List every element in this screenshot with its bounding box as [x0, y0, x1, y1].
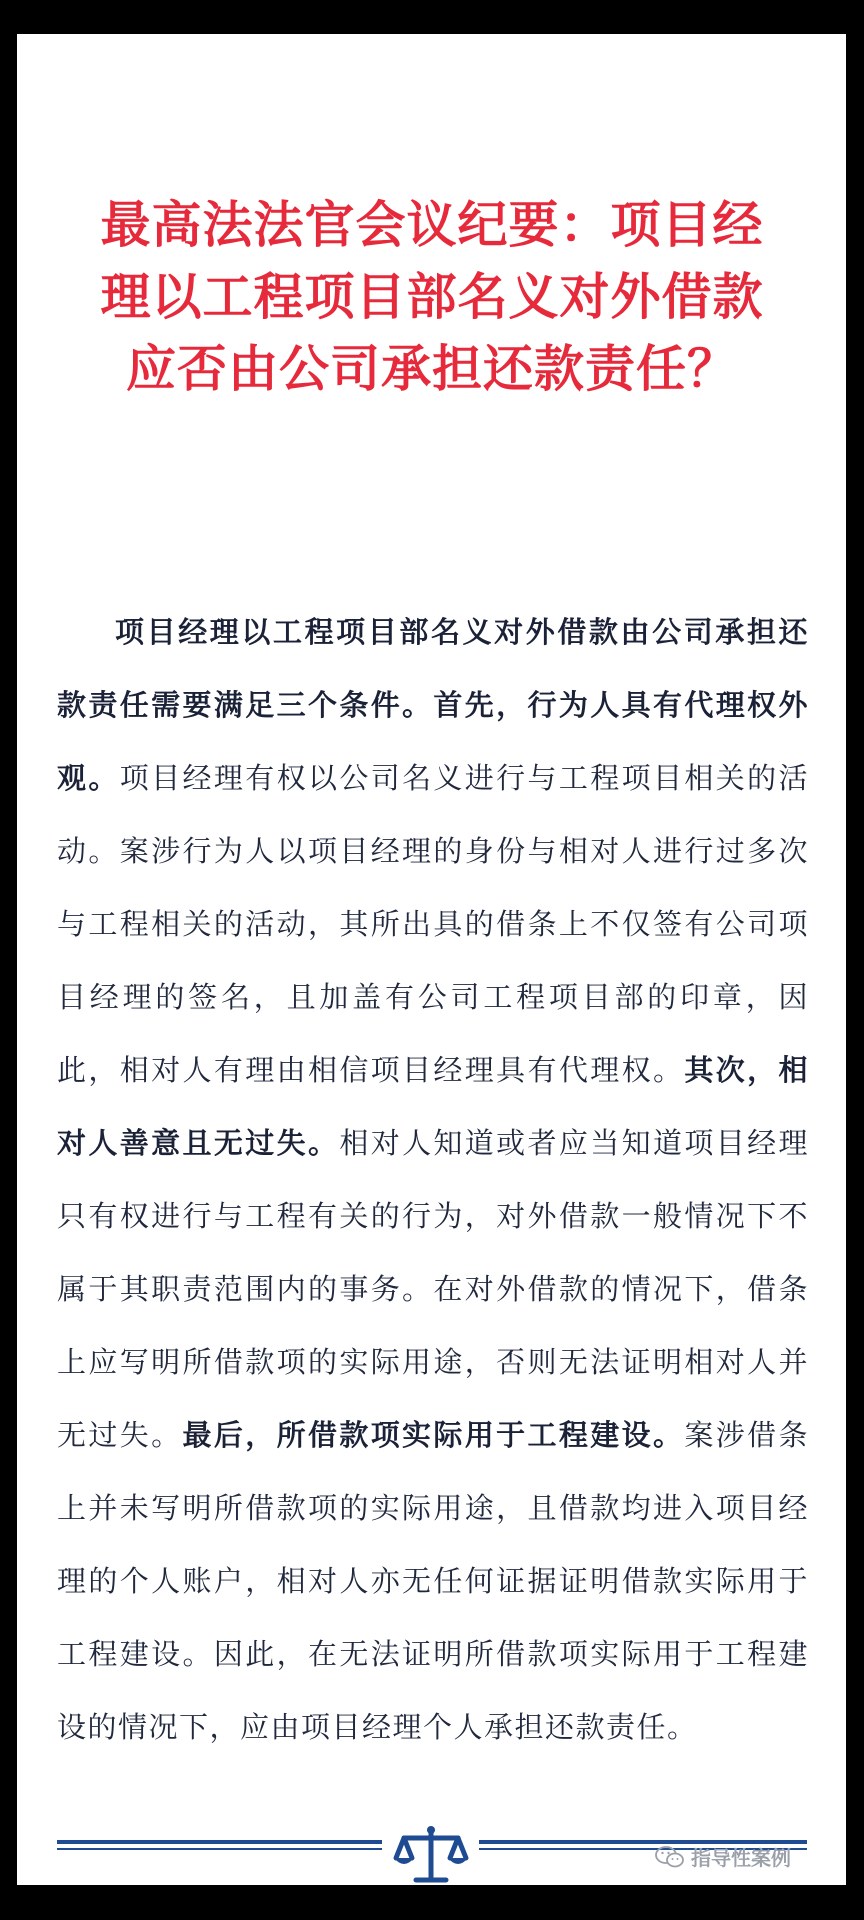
wechat-watermark — [655, 1842, 791, 1871]
scales-of-justice-icon — [392, 1824, 470, 1885]
article-card — [17, 34, 846, 1885]
watermark-text: 指导性案例 — [691, 1846, 791, 1870]
article-title: 最高法法官会议纪要：项目经理以工程项目部名义对外借款应否由公司承担还款责任？ — [100, 196, 764, 398]
footer-divider-left — [57, 1840, 382, 1844]
body-bold-last: 最后，所借款项实际用于工程建设。 — [182, 1418, 685, 1452]
body-text-2: 相对人知道或者应当知道项目经理只有权进行与工程有关的行为，对外借款一般情况下不属于其职责范围内的事务。在对外借款的情况下，借条上应写明所借款项的实际用途，否则无法证明相对人并无过失。 — [57, 1126, 809, 1452]
body-bold-intro: 项目经理以工程项目部名义对外借款由公司承担还款责任需要满足三个条件。首先，行为人具有代理权外观。 — [57, 615, 809, 795]
body-text-3: 案涉借条上并未写明所借款项的实际用途，且借款均进入项目经理的个人账户，相对人亦无任何证据证明借款实际用于工程建设。因此，在无法证明所借款项实际用于工程建设的情况下，应由项目经理个人承担还款责任。 — [57, 1418, 809, 1744]
body-text-1: 项目经理有权以公司名义进行与工程项目相关的活动。案涉行为人以项目经理的身份与相对人进行过多次与工程相关的活动，其所出具的借条上不仅签有公司项目经理的签名，且加盖有公司工程项目部的印章，因此，相对人有理由相信项目经理具有代理权。 — [57, 761, 809, 1087]
article-body — [57, 596, 809, 1764]
body-bold-second: 其次，相对人善意且无过失。 — [57, 1053, 809, 1160]
wechat-icon — [655, 1845, 685, 1869]
footer-divider-left-thin — [57, 1848, 382, 1850]
